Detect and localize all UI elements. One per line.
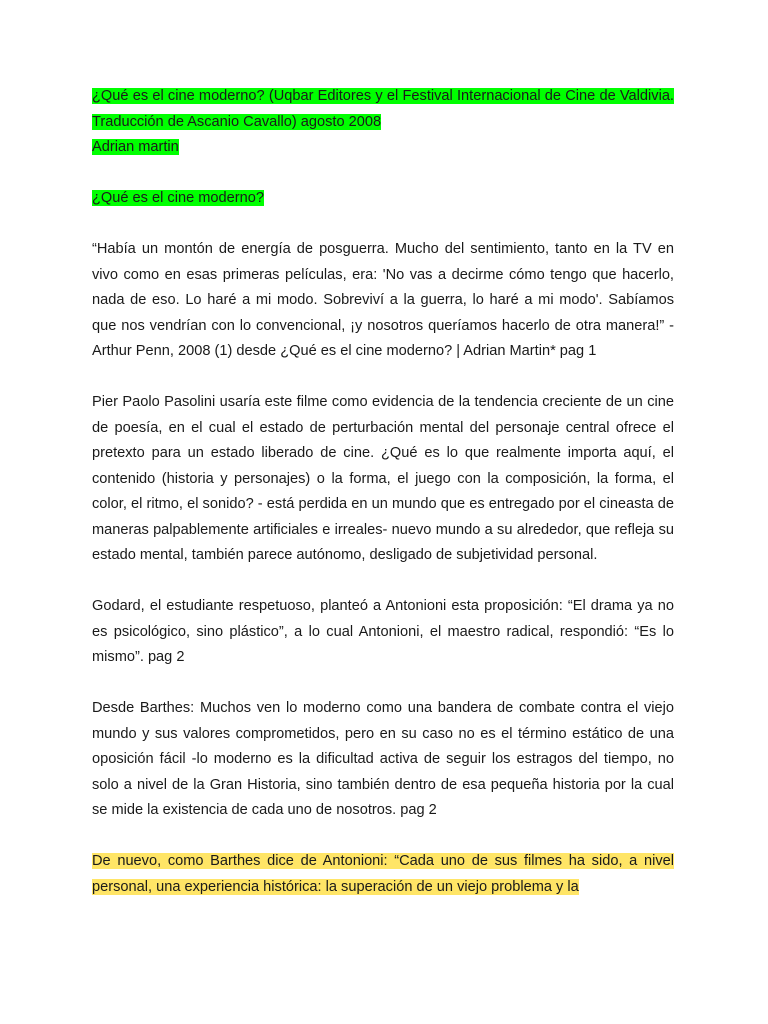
paragraph-godard: Godard, el estudiante respetuoso, planteó a Antonioni esta proposición: “El drama ya no es psicológico, sino plástico”, a lo cual Antonioni, el maestro radical, respondió: “Es lo mismo”. pag 2 — [92, 598, 674, 665]
spacer — [92, 569, 674, 595]
author-name: Adrian martin — [92, 139, 179, 155]
section-heading — [92, 186, 674, 212]
paragraph-antonioni-text: De nuevo, como Barthes dice de Antonioni: “Cada uno de sus filmes ha sido, a nivel personal, una experiencia histórica: la superación de un viejo problema y la — [92, 853, 674, 895]
paragraph-barthes: Desde Barthes: Muchos ven lo moderno como una bandera de combate contra el viejo mundo y sus valores comprometidos, pero en su caso no es el término estático de una oposición fácil -lo moderno es la dificultad activa de seguir los estragos del tiempo, no solo a nivel de la Gran Historia, sino también dentro de esa pequeña historia por la cual se mide la existencia de cada uno de nosotros. pag 2 — [92, 700, 674, 818]
spacer — [92, 365, 674, 391]
section-heading-text: ¿Qué es el cine moderno? — [92, 190, 264, 206]
spacer — [92, 212, 674, 238]
spacer — [92, 671, 674, 697]
source-citation — [92, 84, 674, 135]
spacer — [92, 824, 674, 850]
paragraph-pasolini: Pier Paolo Pasolini usaría este filme como evidencia de la tendencia creciente de un cine de poesía, en el cual el estado de perturbación mental del personaje central ofrece el pretexto para un estado liberado de cine. ¿Qué es lo que realmente importa aquí, el contenido (historia y personajes) o la forma, el juego con la composición, la forma, el color, el ritmo, el sonido? - está perdida en un mundo que es entregado por el cineasta de maneras palpablemente artificiales e irreales- nuevo mundo a su alrededor, que refleja su estado mental, también parece autónomo, desligado de subjetividad personal. — [92, 394, 674, 563]
paragraph-antonioni — [92, 849, 674, 900]
spacer — [92, 161, 674, 187]
source-citation-text: ¿Qué es el cine moderno? (Uqbar Editores y el Festival Internacional de Cine de Valdivia. Traducción de Ascanio Cavallo) agosto 2008 — [92, 88, 674, 130]
author-line — [92, 135, 674, 161]
paragraph-penn-quote: “Había un montón de energía de posguerra. Mucho del sentimiento, tanto en la TV en vivo como en esas primeras películas, era: 'No vas a decirme cómo tengo que hacerlo, nada de eso. Lo haré a mi modo. Sobreviví a la guerra, lo haré a mi modo'. Sabíamos que nos vendrían con lo convencional, ¡y nosotros queríamos hacerlo de otra manera!” -Arthur Penn, 2008 (1) desde ¿Qué es el cine moderno? | Adrian Martin* pag 1 — [92, 241, 674, 359]
document-page — [92, 84, 674, 900]
